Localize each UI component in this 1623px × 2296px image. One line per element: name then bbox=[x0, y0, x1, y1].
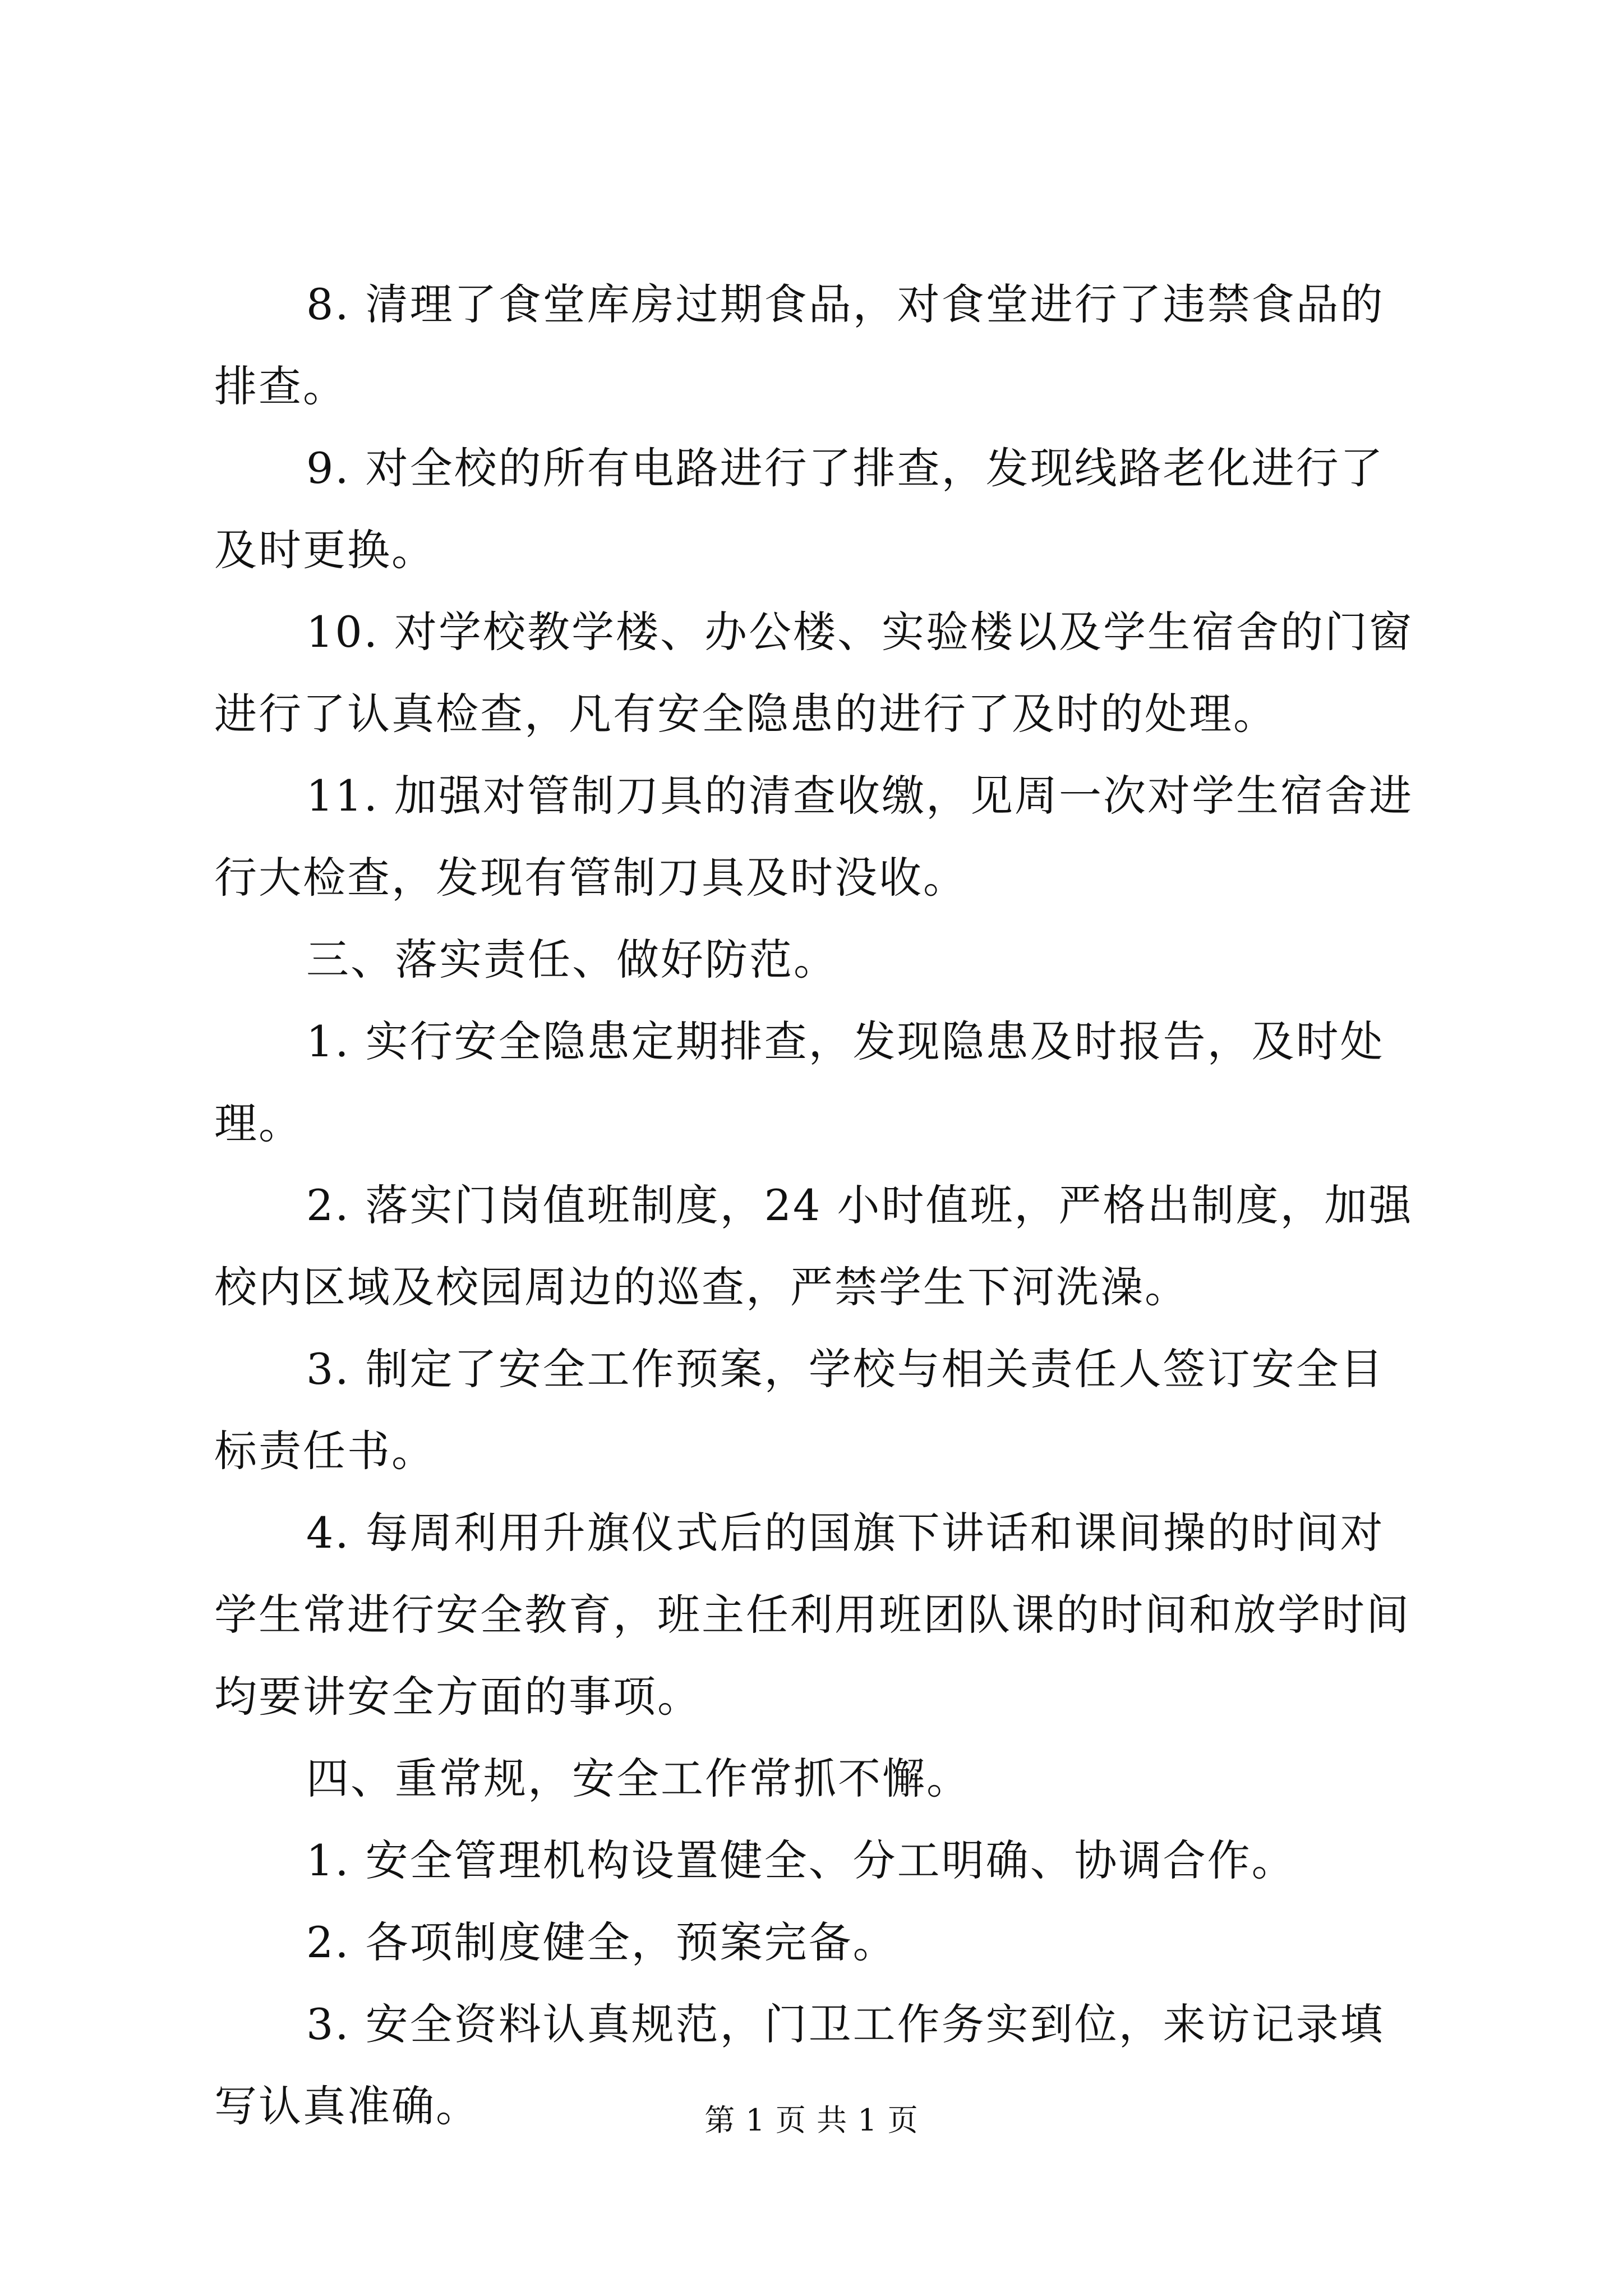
paragraph-item-8-canteen: 8. 清理了食堂库房过期食品，对食堂进行了违禁食品的排查。 bbox=[214, 279, 1385, 411]
paragraph-item-10-doors-windows: 10. 对学校教学楼、办公楼、实验楼以及学生宿舍的门窗进行了认真检查，凡有安全隐患的进行了及时的处理。 bbox=[214, 607, 1414, 739]
document-body bbox=[214, 264, 1426, 2147]
paragraph-section3-item-4: 4. 每周利用升旗仪式后的国旗下讲话和课间操的时间对学生常进行安全教育，班主任利用班团队课的时间和放学时间均要讲安全方面的事项。 bbox=[214, 1508, 1410, 1722]
section-heading-three: 三、落实责任、做好防范。 bbox=[306, 935, 838, 984]
paragraph-section3-item-2: 2. 落实门岗值班制度，24 小时值班，严格出制度，加强校内区域及校园周边的巡查，严禁学生下河洗澡。 bbox=[214, 1180, 1413, 1312]
paragraph-item-9-circuits: 9. 对全校的所有电路进行了排查，发现线路老化进行了及时更换。 bbox=[214, 443, 1385, 575]
paragraph-item-11-knives: 11. 加强对管制刀具的清查收缴，见周一次对学生宿舍进行大检查，发现有管制刀具及时没收。 bbox=[214, 771, 1414, 903]
paragraph-section3-item-1: 1. 实行安全隐患定期排查，发现隐患及时报告，及时处理。 bbox=[214, 1016, 1385, 1148]
paragraph-section4-item-2: 2. 各项制度健全，预案完备。 bbox=[306, 1917, 897, 1967]
paragraph-section3-item-3: 3. 制定了安全工作预案，学校与相关责任人签订安全目标责任书。 bbox=[214, 1344, 1385, 1476]
section-heading-four: 四、重常规，安全工作常抓不懈。 bbox=[306, 1754, 971, 1803]
page-footer: 第 1 页 共 1 页 bbox=[704, 2102, 919, 2138]
paragraph-section4-item-1: 1. 安全管理机构设置健全、分工明确、协调合作。 bbox=[306, 1835, 1296, 1885]
paragraph-section4-item-3: 3. 安全资料认真规范，门卫工作务实到位，来访记录填写认真准确。 bbox=[214, 1999, 1385, 2131]
